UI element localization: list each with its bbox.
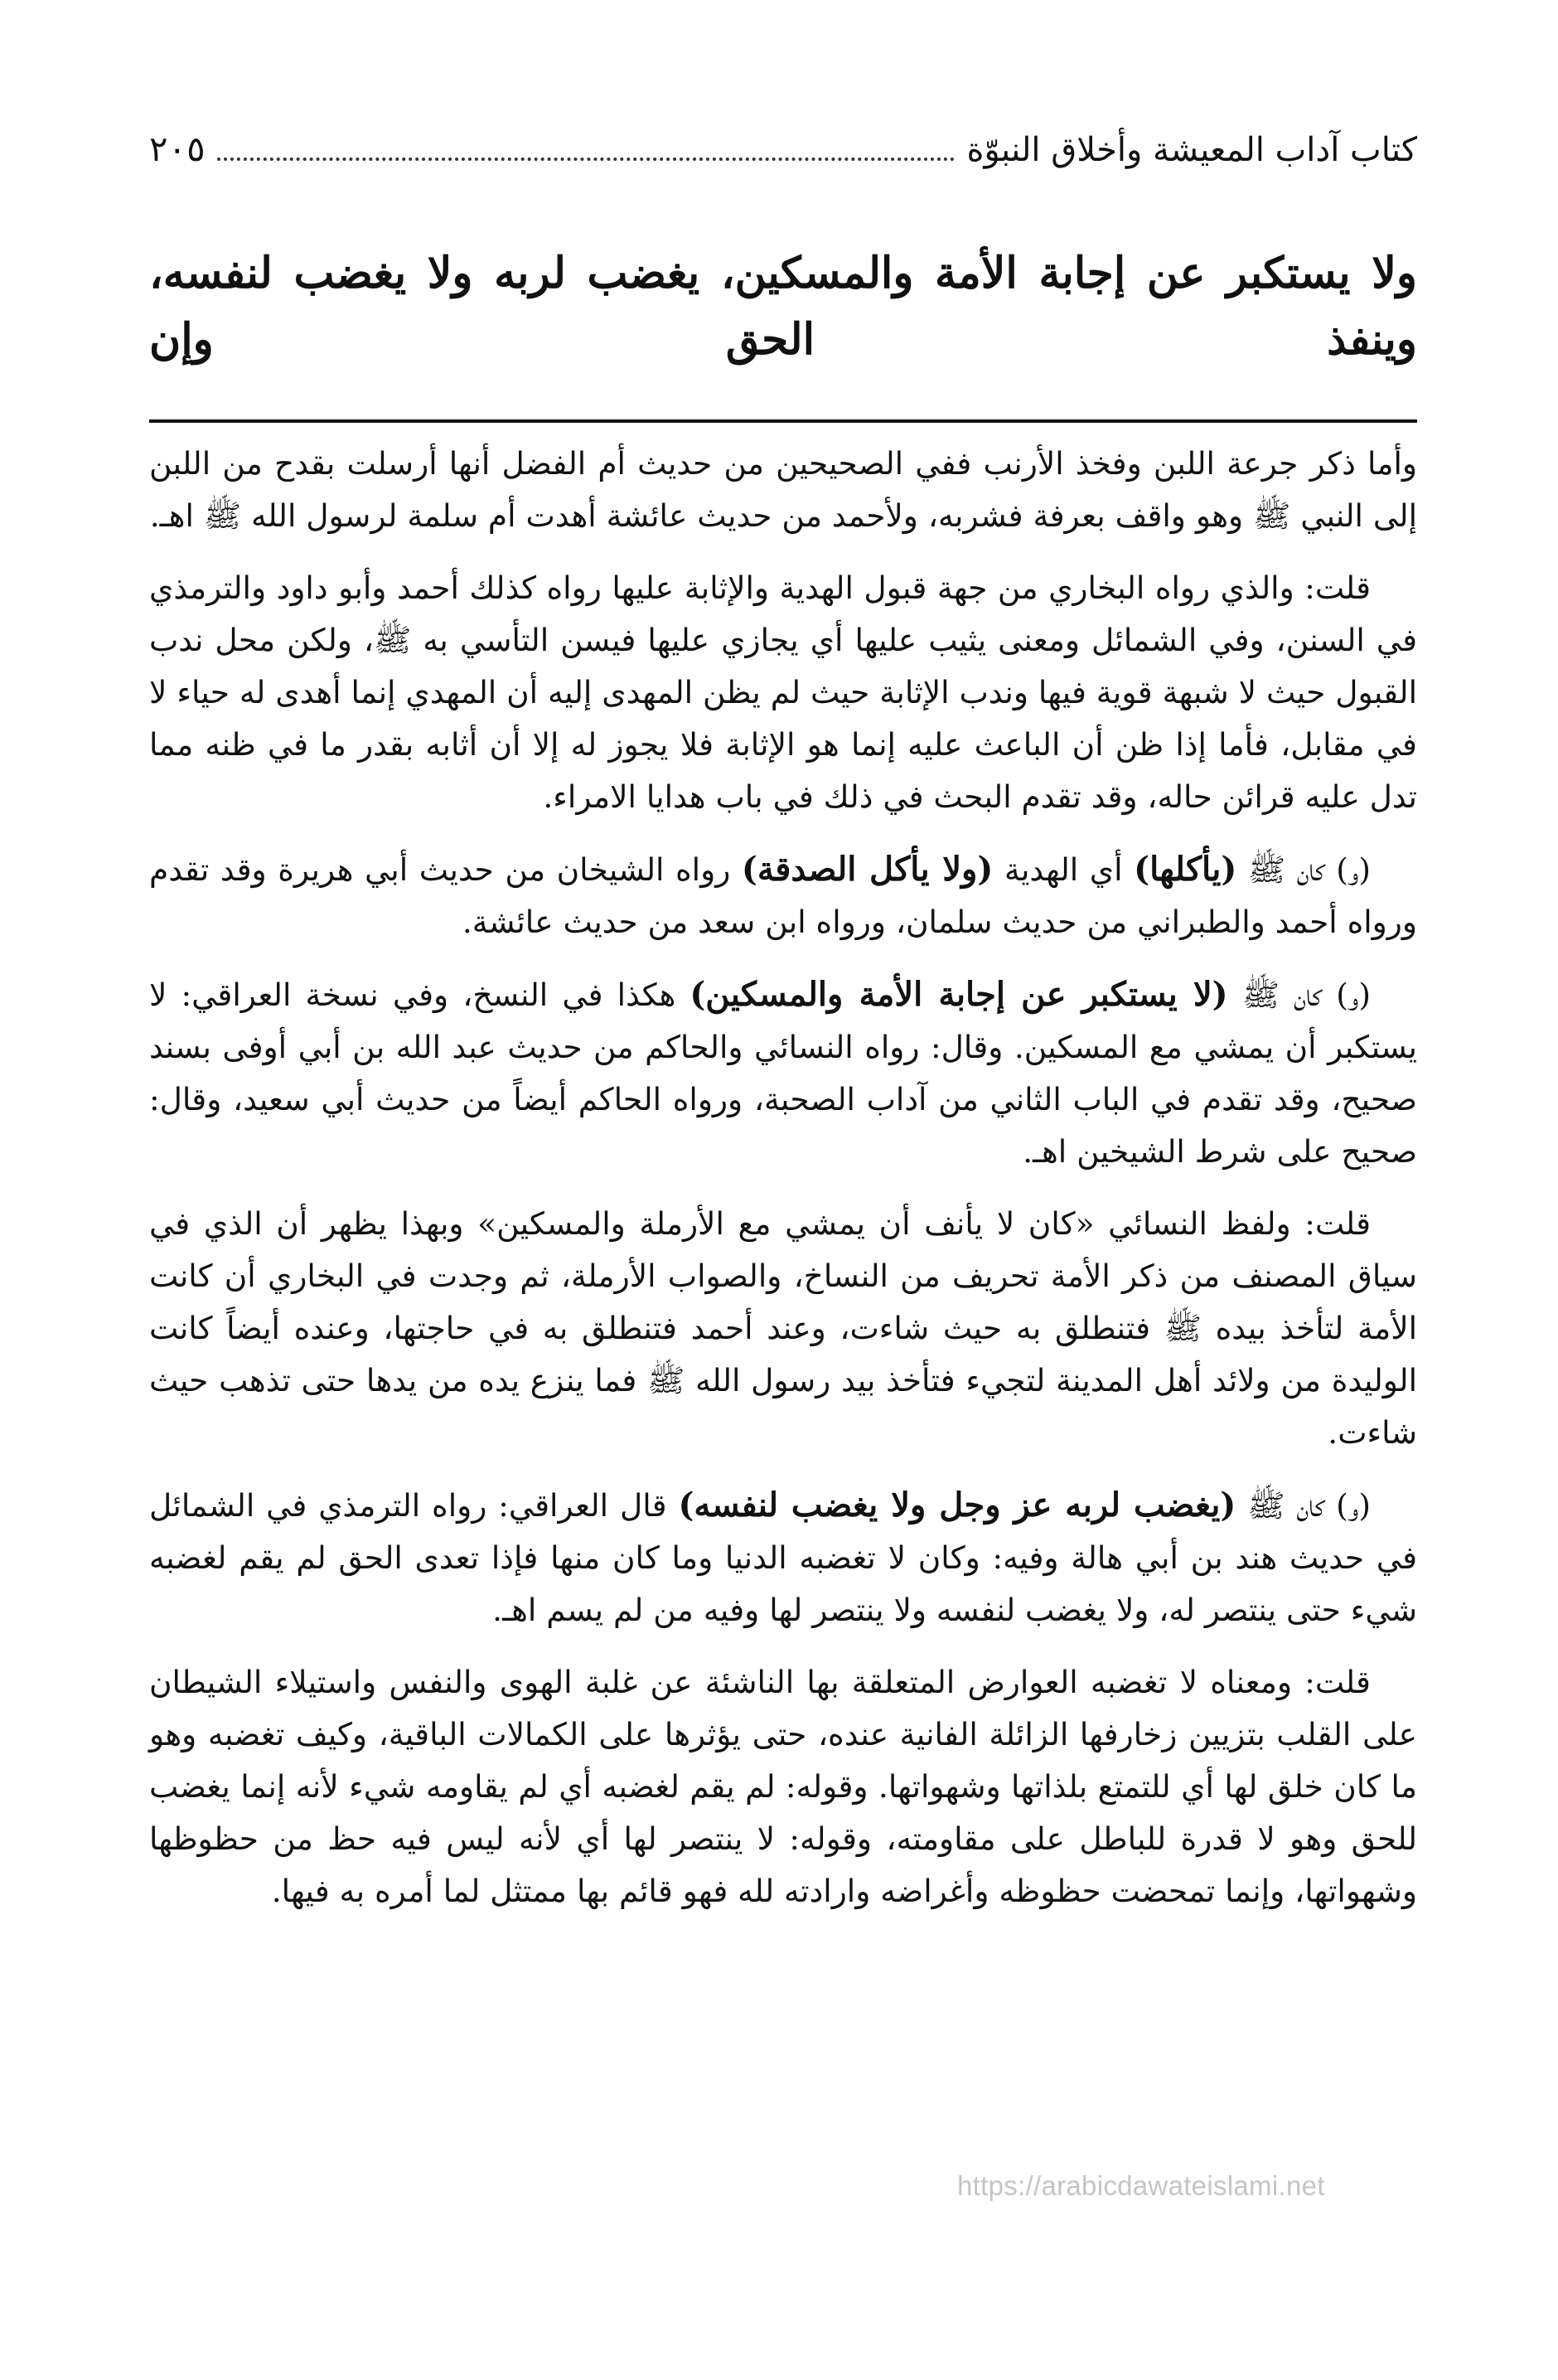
book-page	[149, 124, 1417, 1917]
lemma-quote: (لا يستكبر عن إجابة الأمة والمسكين)	[689, 975, 1228, 1014]
commentary-text: هكذا في النسخ، وفي نسخة العراقي: لا يستكبر أن يمشي مع المسكين. وقال: رواه النسائي والحاكم من حديث عبد الله بن أبي أوفى بسند صحيح، وقد تقدم في الباب الثاني من آداب الصحبة، ورواه الحاكم أيضاً من حديث أبي سعيد، وقال: صحيح على شرط الشيخين اهـ.	[149, 977, 1417, 1170]
commentary-paragraph	[149, 1198, 1417, 1459]
separator-rule	[149, 419, 1417, 423]
watermark-url: https://arabicdawateislami.net	[957, 2170, 1325, 2201]
commentary-text: قلت: والذي رواه البخاري من جهة قبول الهدية والإثابة عليها رواه كذلك أحمد وأبو داود والترمذي في السنن، وفي الشمائل ومعنى يثيب عليها أي يجازي عليها فيسن التأسي به ﷺ، ولكن محل ندب القبول حيث لا شبهة قوية فيها وندب الإثابة حيث لم يظن المهدى إليه أن المهدي إنما أهدى له حياء لا في مقابل، فأما إذا ظن أن الباعث عليه إنما هو الإثابة فلا يجوز له إلا أن أثابه بقدر ما في ظنه مما تدل عليه قرائن حاله، وقد تقدم البحث في ذلك في باب هدايا الامراء.	[149, 570, 1417, 815]
page-number: ٢٠٥	[149, 128, 206, 169]
commentary-text: رواه الشيخان من حديث أبي هريرة وقد تقدم ورواه أحمد والطبراني من حديث سلمان، ورواه ابن سعد من حديث عائشة.	[149, 851, 1417, 940]
lemma-quote: (يأكلها)	[1134, 850, 1237, 889]
commentary-paragraph	[149, 562, 1417, 823]
commentary-text: قال العراقي: رواه الترمذي في الشمائل في حديث هند بن أبي هالة وفيه: وكان لا تغضبه الدنيا وما كان منها فإذا تعدى الحق لم يقم لغضبه شيء حتى ينتصر له، ولا يغضب لنفسه ولا ينتصر لها وفيه من لم يسم اهـ.	[149, 1487, 1417, 1628]
commentary-paragraph	[149, 843, 1417, 948]
lemma-prefix: (و) كان ﷺ	[1241, 977, 1372, 1013]
commentary-paragraph	[149, 438, 1417, 542]
commentary-text: قلت: ولفظ النسائي «كان لا يأنف أن يمشي مع الأرملة والمسكين» وبهذا يظهر أن الذي في سياق المصنف من ذكر الأمة تحريف من النساخ، والصواب الأرملة، ثم وجدت في البخاري أن كانت الأمة لتأخذ بيده ﷺ فتنطلق به حيث شاءت، وعند أحمد فتنطلق به في حاجتها، وعنده أيضاً كانت الوليدة من ولائد أهل المدينة لتجيء فتأخذ بيد رسول الله ﷺ فما ينزع يده من يدها حتى تذهب حيث شاءت.	[149, 1205, 1417, 1451]
commentary-text: قلت: ومعناه لا تغضبه العوارض المتعلقة بها الناشئة عن غلبة الهوى والنفس واستيلاء الشيطان على القلب بتزيين زخارفها الزائلة الفانية عنده، حتى يؤثرها على الكمالات الباقية، وكيف تغضبه وهو ما كان خلق لها أي للتمتع بلذاتها وشهواتها. وقوله: لم يقم لغضبه أي لم يقاومه شيء لأنه إنما يغضب للحق وهو لا قدرة للباطل على مقاومته، وقوله: لا ينتصر لها أي لأنه ليس فيه حظ من حظوظها وشهواتها، وإنما تمحضت حظوظه وأغراضه وارادته لله فهو قائم بها ممتثل لما أمره به فيها.	[149, 1664, 1417, 1909]
lemma-quote: (يغضب لربه عز وجل ولا يغضب لنفسه)	[678, 1486, 1236, 1524]
book-title: كتاب آداب المعيشة وأخلاق النبوّة	[966, 131, 1417, 169]
lemma-gloss: أي الهدية	[1004, 851, 1123, 888]
leader-dots	[217, 158, 956, 161]
commentary-paragraph	[149, 1656, 1417, 1917]
commentary-text: وأما ذكر جرعة اللبن وفخذ الأرنب ففي الصحيحين من حديث أم الفضل أنها أرسلت بقدح من اللبن إلى النبي ﷺ وهو واقف بعرفة فشربه، ولأحمد من حديث عائشة أهدت أم سلمة لرسول الله ﷺ اهـ.	[149, 445, 1417, 534]
commentary-paragraph	[149, 968, 1417, 1178]
commentary-paragraph	[149, 1479, 1417, 1636]
lemma-prefix: (و) كان ﷺ	[1247, 851, 1372, 888]
running-head	[149, 124, 1417, 182]
lemma-prefix: (و) كان ﷺ	[1247, 1487, 1371, 1524]
lemma-quote: (ولا يأكل الصدقة)	[741, 850, 994, 889]
main-text: ولا يستكبر عن إجابة الأمة والمسكين، يغضب لربه ولا يغضب لنفسه، وينفذ الحق وإن	[149, 248, 1417, 365]
